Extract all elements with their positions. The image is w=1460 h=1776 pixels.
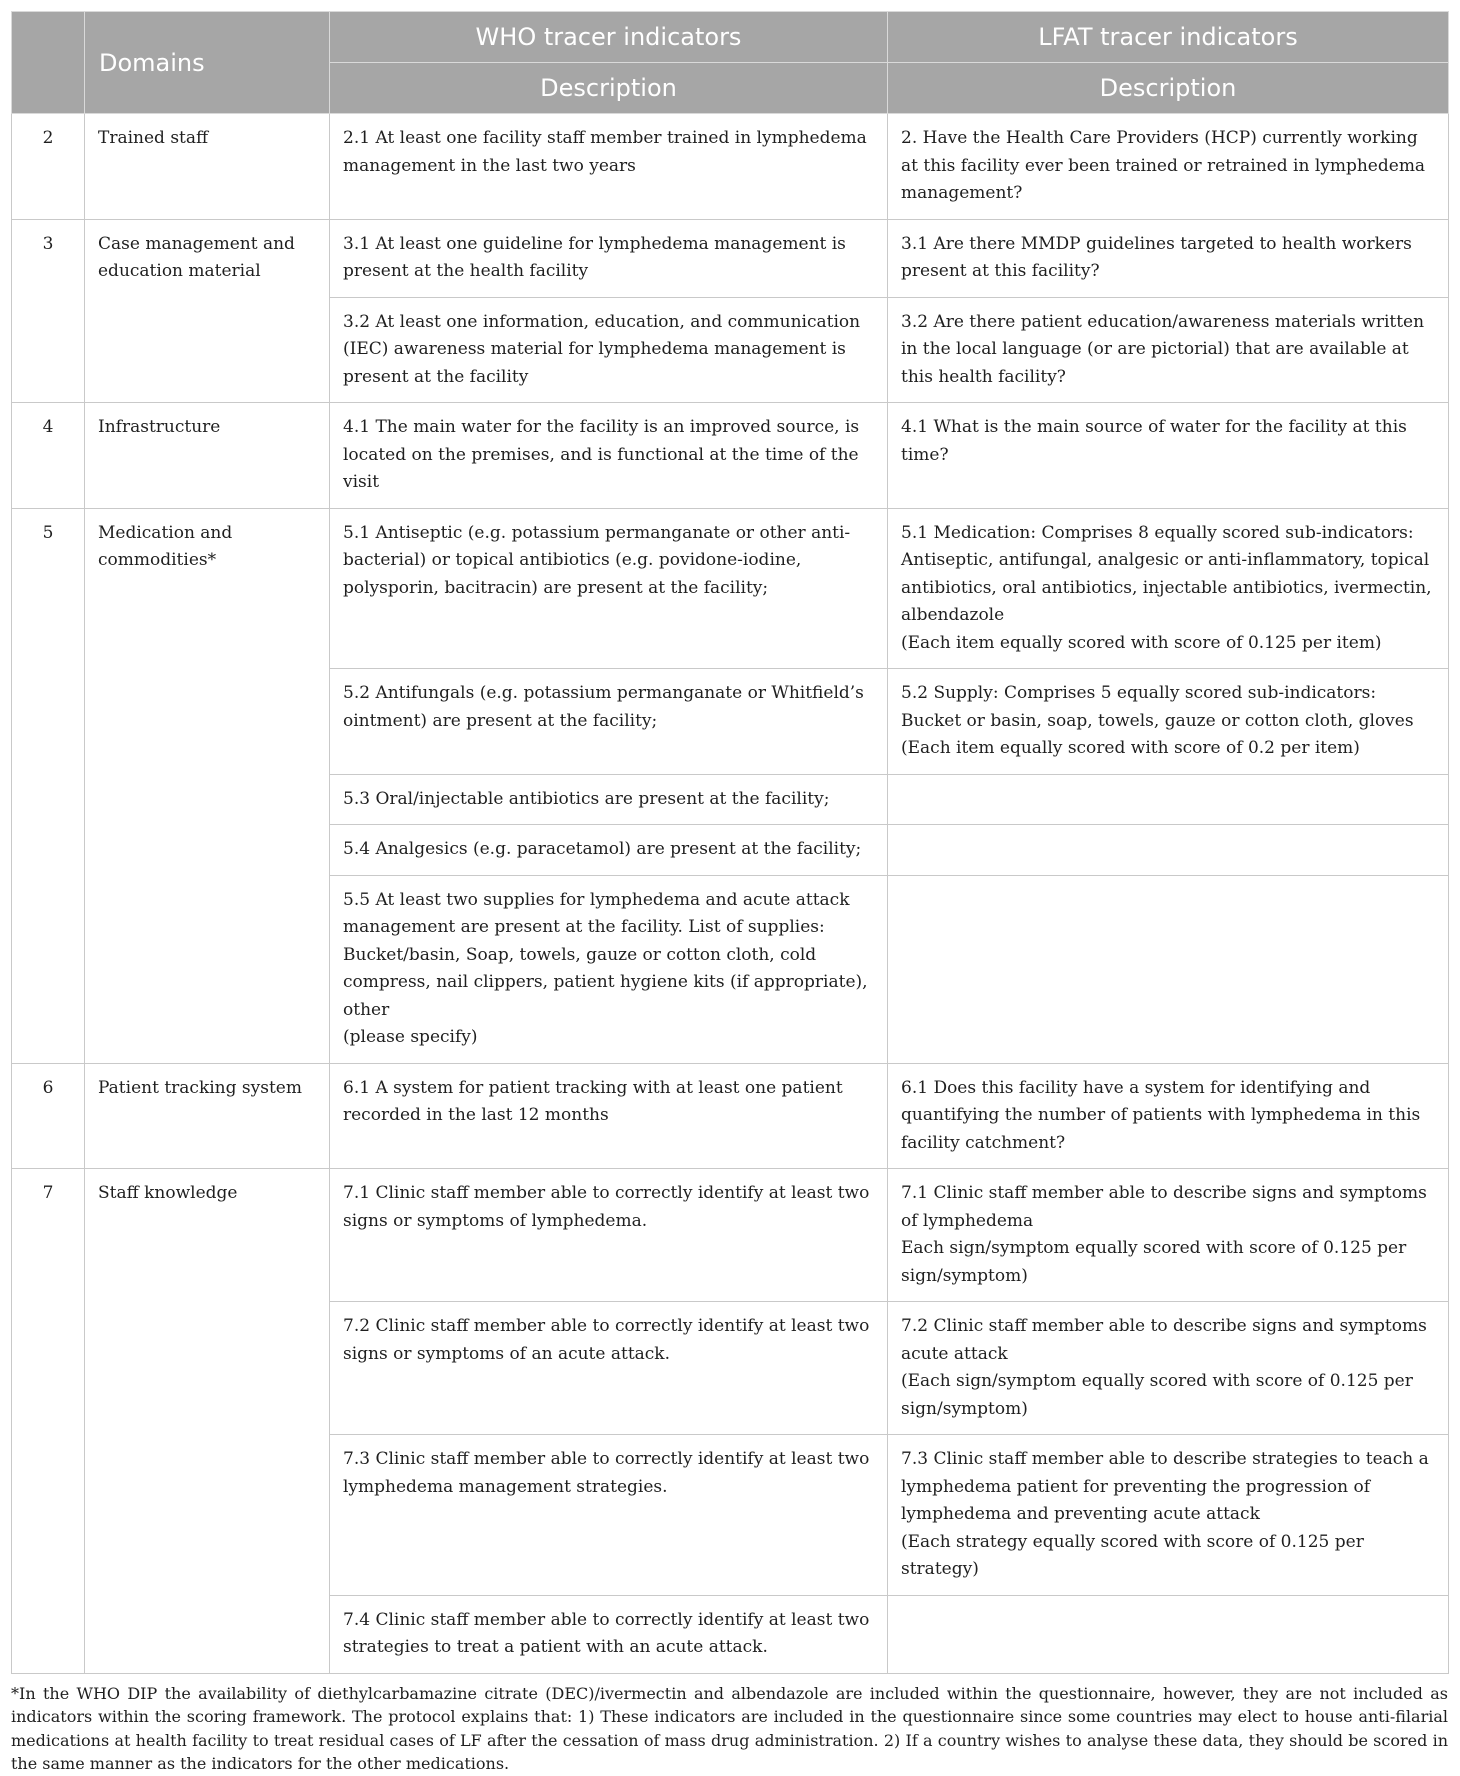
- who-indicator: 5.2 Antifungals (e.g. potassium permanganate or Whitfield’s ointment) are present at the facility;: [330, 669, 888, 775]
- lfat-indicator-text: 7.3 Clinic staff member able to describe strategies to teach a lymphedema patient for preventing the progression of lymphedema and preventing acute attack: [901, 1449, 1429, 1524]
- domain-number: 5: [12, 508, 85, 1063]
- table-footnote: *In the WHO DIP the availability of diethylcarbamazine citrate (DEC)/ivermectin and albendazole are included within the questionnaire, however, they are not included as indicators within the scoring framework. The protocol explains that: 1) These indicators are included in the questionnaire since some countries may elect to house anti-filarial medications at health facility to treat residual cases of LF after the cessation of mass drug administration. 2) If a country wishes to analyse these data, they should be scored in the same manner as the indicators for the other medications.: [11, 1683, 1448, 1773]
- lfat-indicator: 4.1 What is the main source of water for the facility at this time?: [888, 403, 1449, 509]
- domain-name: Infrastructure: [85, 403, 330, 509]
- who-indicator: 3.1 At least one guideline for lymphedema management is present at the health facility: [330, 219, 888, 297]
- lfat-scoring-note: (Each item equally scored with score of 0.125 per item): [901, 632, 1382, 653]
- header-number-blank: [12, 12, 85, 114]
- who-indicator: 7.4 Clinic staff member able to correctly identify at least two strategies to treat a patient with an acute attack.: [330, 1595, 888, 1673]
- lfat-indicator: 2. Have the Health Care Providers (HCP) currently working at this facility ever been trained or retrained in lymphedema management?: [888, 114, 1449, 220]
- header-row: [12, 12, 1449, 63]
- table-row: [12, 403, 1449, 509]
- table-container: [11, 11, 1448, 1776]
- domain-name: Patient tracking system: [85, 1063, 330, 1169]
- table-body: [12, 114, 1449, 1674]
- who-indicator: 7.1 Clinic staff member able to correctly identify at least two signs or symptoms of lymphedema.: [330, 1169, 888, 1302]
- lfat-indicator: [888, 1169, 1449, 1302]
- who-indicator: 2.1 At least one facility staff member trained in lymphedema management in the last two years: [330, 114, 888, 220]
- header-who-description: Description: [330, 63, 888, 114]
- domain-number: 4: [12, 403, 85, 509]
- lfat-indicator-empty: [888, 875, 1449, 1063]
- who-indicator: 5.3 Oral/injectable antibiotics are present at the facility;: [330, 774, 888, 825]
- lfat-scoring-note: (Each sign/symptom equally scored with score of 0.125 per sign/symptom): [901, 1371, 1413, 1419]
- table-row: [12, 508, 1449, 669]
- who-indicator: 6.1 A system for patient tracking with at least one patient recorded in the last 12 months: [330, 1063, 888, 1169]
- lfat-indicator-empty: [888, 825, 1449, 876]
- lfat-indicator-empty: [888, 774, 1449, 825]
- who-indicator: 3.2 At least one information, education, and communication (IEC) awareness material for lymphedema management is present at the facility: [330, 297, 888, 403]
- lfat-scoring-note: Each sign/symptom equally scored with score of 0.125 per sign/symptom): [901, 1238, 1407, 1286]
- domain-name: Trained staff: [85, 114, 330, 220]
- lfat-indicator: [888, 508, 1449, 669]
- table-row: [12, 219, 1449, 297]
- who-indicator: 7.3 Clinic staff member able to correctly identify at least two lymphedema management strategies.: [330, 1435, 888, 1596]
- who-indicator-text: 5.5 At least two supplies for lymphedema and acute attack management are present at the facility. List of supplies: Bucket/basin, Soap, towels, gauze or cotton cloth, cold compress, nail clippers, patient hygiene kits (if appropriate), other: [343, 889, 868, 1020]
- who-indicator-text-cont: (please specify): [343, 1027, 478, 1047]
- lfat-scoring-note: (Each item equally scored with score of 0.2 per item): [901, 738, 1360, 758]
- lfat-indicator-text: 7.1 Clinic staff member able to describe signs and symptoms of lymphedema: [901, 1183, 1427, 1231]
- who-indicator: 4.1 The main water for the facility is an improved source, is located on the premises, and is functional at the time of the visit: [330, 403, 888, 509]
- table-row: [12, 114, 1449, 220]
- table-header: [12, 12, 1449, 114]
- lfat-indicator-text: 7.2 Clinic staff member able to describe signs and symptoms acute attack: [901, 1316, 1427, 1364]
- lfat-indicator: [888, 1435, 1449, 1596]
- header-lfat-indicators: LFAT tracer indicators: [888, 12, 1449, 63]
- who-indicator: [330, 875, 888, 1063]
- table-row: [12, 1169, 1449, 1302]
- header-lfat-description: Description: [888, 63, 1449, 114]
- header-domains: Domains: [85, 12, 330, 114]
- lfat-indicator-empty: [888, 1595, 1449, 1673]
- lfat-indicator: 3.1 Are there MMDP guidelines targeted to health workers present at this facility?: [888, 219, 1449, 297]
- table-row: [12, 1063, 1449, 1169]
- domain-name: Case management and education material: [85, 219, 330, 403]
- domain-number: 3: [12, 219, 85, 403]
- lfat-indicator: [888, 1302, 1449, 1435]
- who-indicator: 5.4 Analgesics (e.g. paracetamol) are present at the facility;: [330, 825, 888, 876]
- lfat-scoring-note: (Each strategy equally scored with score of 0.125 per strategy): [901, 1531, 1364, 1579]
- domain-number: 7: [12, 1169, 85, 1674]
- lfat-indicator-text: 5.1 Medication: Comprises 8 equally scored sub-indicators: Antiseptic, antifungal, analgesic or anti-inflammatory, topical antibiotics, oral antibiotics, injectable antibiotics, ivermectin, albendazole: [901, 522, 1432, 625]
- who-indicator: 7.2 Clinic staff member able to correctly identify at least two signs or symptoms of an acute attack.: [330, 1302, 888, 1435]
- lfat-indicator: 6.1 Does this facility have a system for identifying and quantifying the number of patients with lymphedema in this facility catchment?: [888, 1063, 1449, 1169]
- indicators-table: [11, 11, 1449, 1674]
- lfat-indicator-text: 5.2 Supply: Comprises 5 equally scored sub-indicators: Bucket or basin, soap, towels, gauze or cotton cloth, gloves: [901, 683, 1414, 731]
- who-indicator: 5.1 Antiseptic (e.g. potassium permanganate or other anti-bacterial) or topical antibiotics (e.g. povidone-iodine, polysporin, bacitracin) are present at the facility;: [330, 508, 888, 669]
- domain-name: Medication and commodities*: [85, 508, 330, 1063]
- domain-name: Staff knowledge: [85, 1169, 330, 1674]
- lfat-indicator: 3.2 Are there patient education/awareness materials written in the local language (or are pictorial) that are available at this health facility?: [888, 297, 1449, 403]
- domain-number: 2: [12, 114, 85, 220]
- lfat-indicator: [888, 669, 1449, 775]
- header-who-indicators: WHO tracer indicators: [330, 12, 888, 63]
- domain-number: 6: [12, 1063, 85, 1169]
